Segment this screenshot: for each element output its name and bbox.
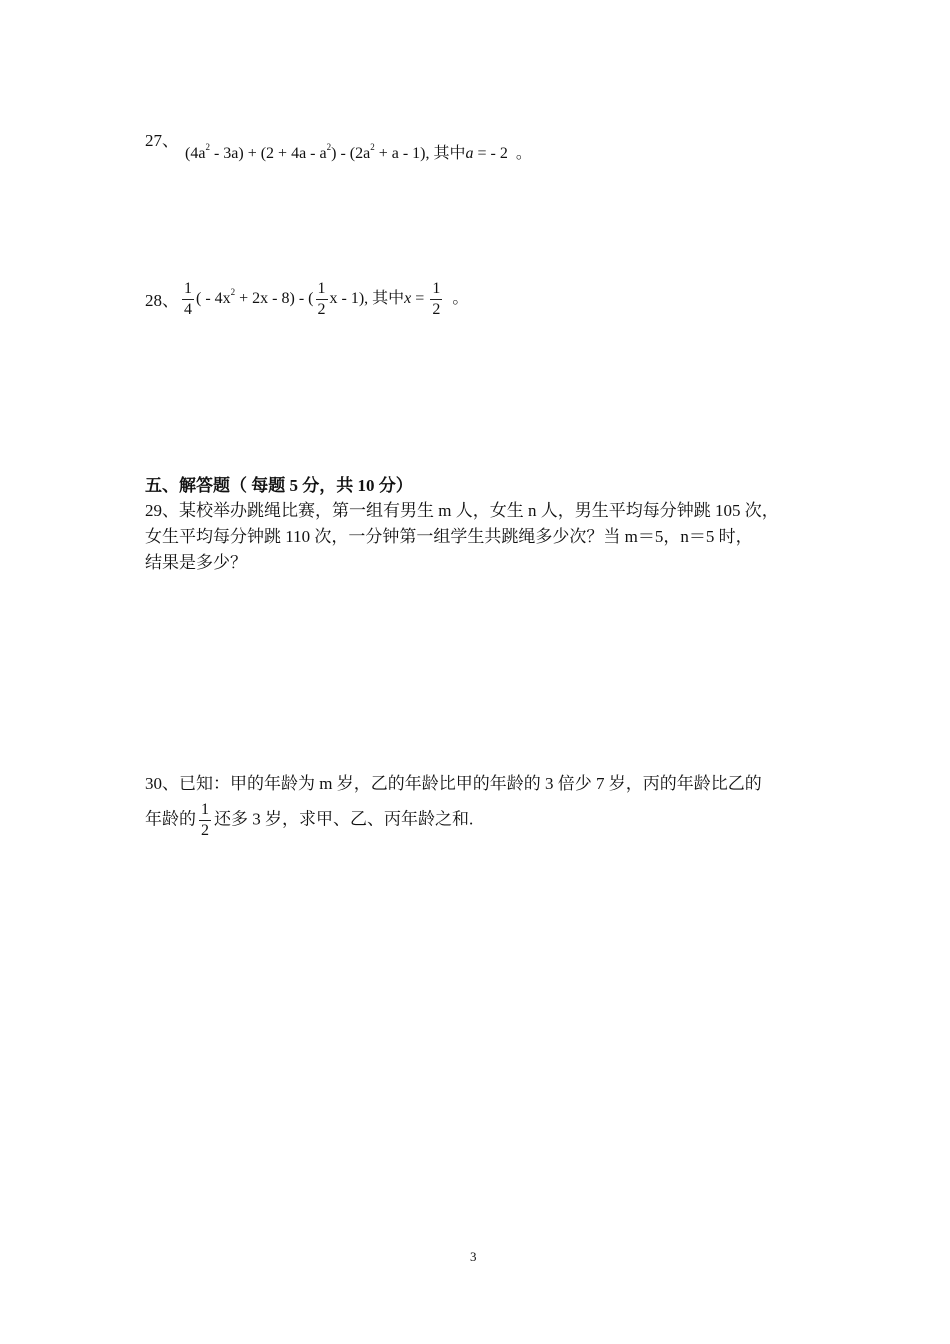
q28-number: 28、 (145, 291, 179, 310)
q27-expr-part: - 3a) + (2 + 4a - a (209, 145, 327, 162)
q27-value: = - 2 (473, 145, 508, 162)
q27-variable: a (465, 145, 474, 162)
q29-line-1: 29、某校举办跳绳比赛，第一组有男生 m 人，女生 n 人，男生平均每分钟跳 105 次， (145, 501, 779, 520)
q28-expr-part: + 2x - 8) - ( (235, 290, 314, 308)
q28-end: 。 (452, 290, 469, 308)
q28-eq: = (411, 290, 429, 308)
q28-expression (180, 279, 468, 320)
q30-line-2 (145, 800, 473, 841)
q27-sup: 2 (326, 142, 332, 152)
q29-line-2: 女生平均每分钟跳 110 次，一分钟第一组学生共跳绳多少次？当 m＝5，n＝5 时， (145, 527, 753, 546)
q27-expr-part: ) - (2a (331, 145, 371, 162)
q28-fraction-1: $\frac{1}{4}$ (184, 280, 192, 318)
section-heading: 五、解答题（ 每题 5 分，共 10 分） (145, 476, 413, 495)
q28-expr-part: ( - 4x (196, 290, 231, 308)
q30-line-2-text: 年龄的 (145, 809, 196, 829)
q30-fraction: $\frac{1}{2}$ (201, 801, 209, 839)
q28-fraction-2: $\frac{1}{2}$ (317, 280, 326, 318)
q27-number: 27、 (145, 131, 179, 150)
q28-sup: 2 (230, 287, 236, 298)
q27-expr-part: (4a (185, 145, 206, 162)
q29-line-3: 结果是多少？ (145, 553, 247, 572)
q27-sup: 2 (370, 142, 375, 152)
q30-line-1: 30、已知：甲的年龄为 m 岁，乙的年龄比甲的年龄的 3 倍少 7 岁，丙的年龄比乙的 (145, 774, 762, 793)
q28-expr-part: x - 1), 其中 (329, 290, 405, 308)
q27-expr-part: + a - 1), 其中 (374, 145, 466, 162)
q28-fraction-3: $\frac{1}{2}$ (432, 280, 441, 318)
page-number: 3 (470, 1249, 477, 1264)
q28-variable: x (404, 290, 412, 308)
q27-sup: 2 (205, 142, 210, 152)
q30-line-2-text: 还多 3 岁，求甲、乙、丙年龄之和. (214, 809, 474, 829)
q27-expression (185, 140, 532, 163)
q27-end: 。 (515, 145, 532, 162)
